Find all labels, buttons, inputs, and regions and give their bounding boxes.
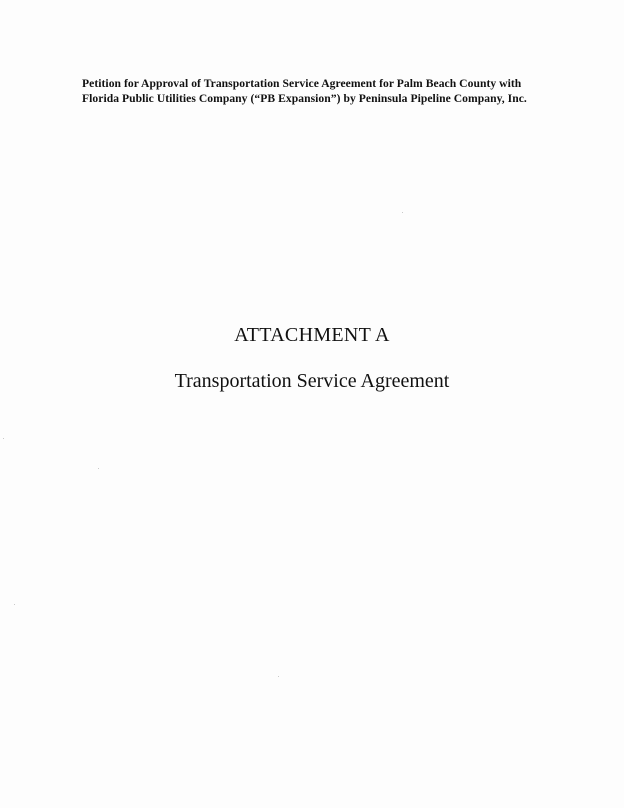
petition-header — [82, 76, 562, 106]
petition-header-line-1: Petition for Approval of Transportation Service Agreement for Palm Beach County with — [82, 77, 522, 90]
attachment-subtitle: Transportation Service Agreement — [174, 370, 450, 392]
scan-speck — [14, 604, 15, 605]
scan-speck — [98, 468, 99, 469]
scan-speck — [402, 212, 403, 213]
attachment-title: ATTACHMENT A — [234, 324, 390, 346]
scan-speck — [3, 438, 4, 439]
scan-speck — [278, 676, 279, 677]
petition-header-line-2: Florida Public Utilities Company (“PB Expansion”) by Peninsula Pipeline Company, Inc. — [82, 92, 527, 105]
